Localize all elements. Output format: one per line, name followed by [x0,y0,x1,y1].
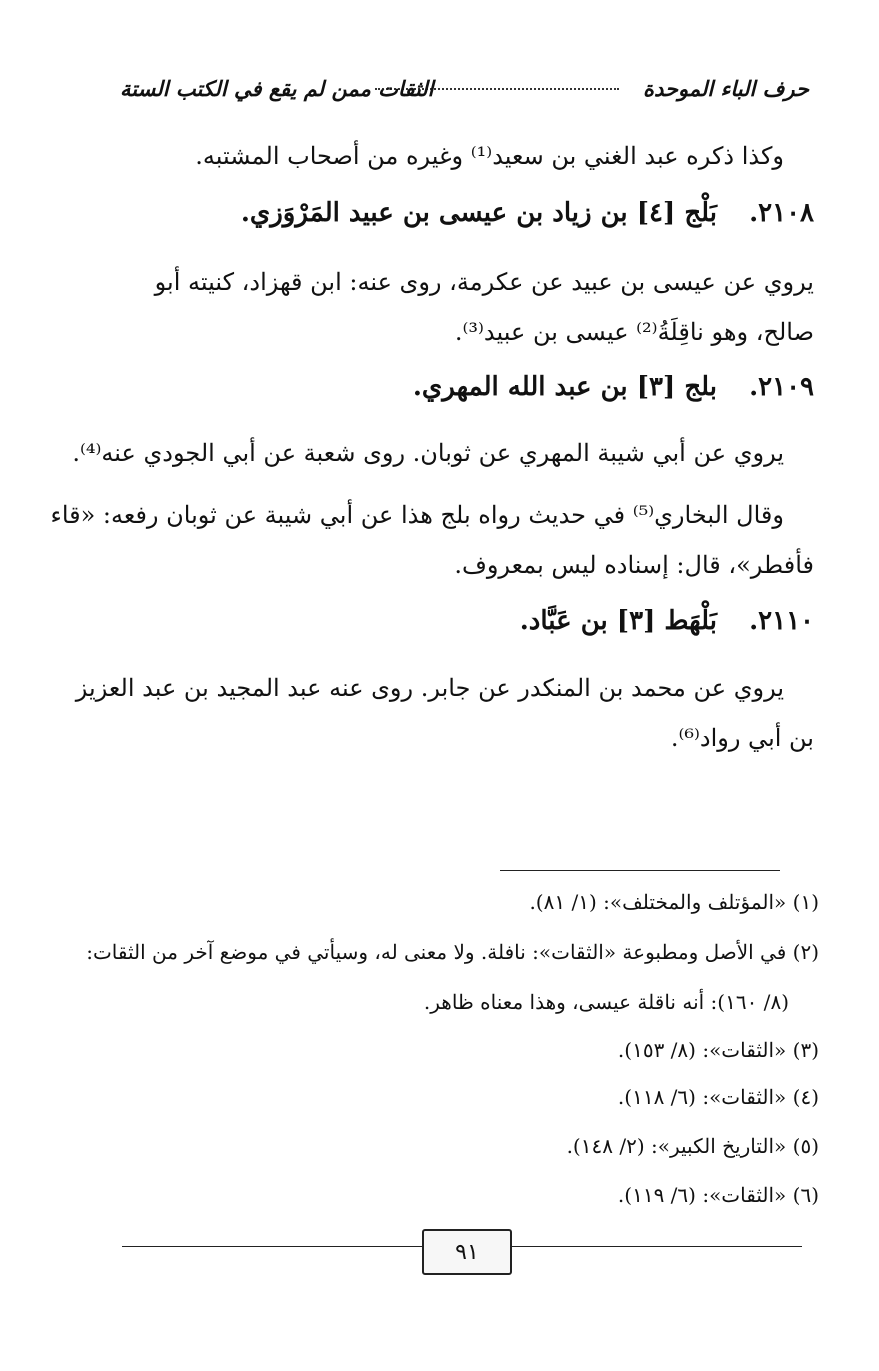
footnote: (٤) «الثقات»: (٦/ ١١٨). [617,1085,819,1109]
footnote: (٨/ ١٦٠): أنه ناقلة عيسى، وهذا معناه ظاهر. [423,990,789,1014]
footnote-separator [500,870,780,871]
entry-title: بَلْهَط [٣] بن عَبَّاد. [519,606,717,636]
entry-text-line: يروي عن محمد بن المنكدر عن جابر. روى عنه عبد المجيد بن عبد العزيز [75,674,784,702]
running-header [120,76,809,110]
entry-text-line: يروي عن أبي شيبة المهري عن ثوبان. روى شعبة عن أبي الجودي عنه⁽⁴⁾. [72,439,784,467]
footnote: (٣) «الثقات»: (٨/ ١٥٣). [617,1038,819,1062]
entry-text-line: بن أبي رواد⁽⁶⁾. [670,724,814,752]
entry-text-line: صالح، وهو ناقِلَةُ⁽²⁾ عيسى بن عبيد⁽³⁾. [454,318,814,346]
entry-heading [241,198,814,228]
footnote: (٥) «التاريخ الكبير»: (٢/ ١٤٨). [566,1134,819,1158]
footnote: (١) «المؤتلف والمختلف»: (١/ ٨١). [529,890,819,914]
entry-text-line: يروي عن عيسى بن عبيد عن عكرمة، روى عنه: ابن قهزاد، كنيته أبو [154,268,814,296]
book-title: الثقات ممن لم يقع في الكتب الستة [120,76,434,101]
entry-number: ٢١٠٩. [749,372,814,402]
page-number-box [422,1229,512,1275]
footnote: (٦) «الثقات»: (٦/ ١١٩). [617,1183,819,1207]
section-title: حرف الباء الموحدة [642,76,809,101]
footnote: (٢) في الأصل ومطبوعة «الثقات»: نافلة. ولا معنى له، وسيأتي في موضع آخر من الثقات: [86,940,819,964]
footer-rule-right [508,1246,802,1247]
entry-text-line: فأفطر»، قال: إسناده ليس بمعروف. [454,551,814,579]
entry-title: بَلْج [٤] بن زياد بن عيسى بن عبيد المَرْوَزي. [240,198,717,228]
entry-heading [413,372,814,402]
page-number: ٩١ [455,1239,479,1265]
entry-title: بلج [٣] بن عبد الله المهري. [412,372,717,402]
intro-line: وكذا ذكره عبد الغني بن سعيد⁽¹⁾ وغيره من أصحاب المشتبه. [195,142,784,170]
entry-number: ٢١٠٨. [749,198,814,228]
entry-number: ٢١١٠. [749,606,814,636]
entry-text-line: وقال البخاري⁽⁵⁾ في حديث رواه بلج هذا عن أبي شيبة عن ثوبان رفعه: «قاء [50,501,784,529]
footer-rule-left [122,1246,422,1247]
entry-heading [520,606,814,636]
